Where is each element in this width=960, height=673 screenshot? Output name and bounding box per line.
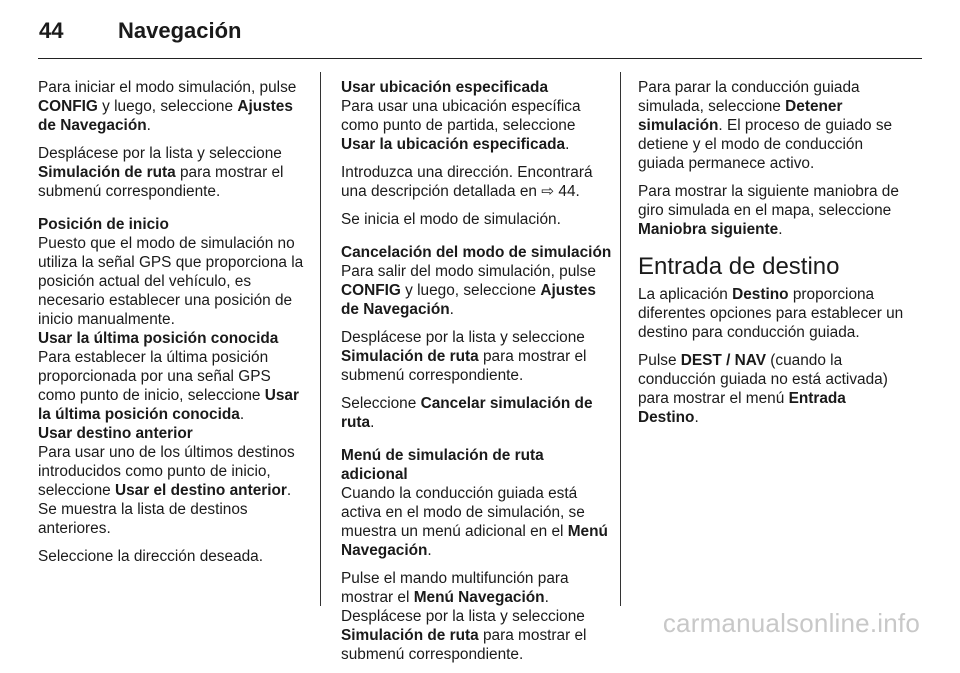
paragraph: Para usar uno de los últimos destinos introducidos como punto de inicio, seleccione Usar el destino anterior. Se muestra la lista de destinos anteriores. [38, 444, 295, 537]
paragraph: Se inicia el modo de simulación. [341, 211, 561, 228]
paragraph: Cuando la conducción guiada está activa en el modo de simulación, se muestra un menú adicional en el Menú Navegación. [341, 485, 608, 559]
paragraph: La aplicación Destino proporciona diferentes opciones para establecer un destino para conducción guiada. [638, 286, 904, 341]
paragraph: Puesto que el modo de simulación no utiliza la señal GPS que proporciona la posición actual del vehículo, es necesario establecer una posición de inicio manualmente. [38, 235, 304, 328]
paragraph: Para iniciar el modo simulación, pulse CONFIG y luego, seleccione Ajustes de Navegación. [38, 79, 297, 134]
arrow-ref-icon[interactable]: ⇨ [541, 183, 555, 200]
section-heading: Posición de inicio [38, 216, 169, 233]
section-heading: Usar destino anterior [38, 425, 193, 442]
column-1 [38, 78, 310, 575]
paragraph: Para mostrar la siguiente maniobra de giro simulada en el mapa, seleccione Maniobra siguiente. [638, 183, 899, 238]
section-heading: Menú de simulación de ruta adicional [341, 447, 544, 483]
section-heading: Cancelación del modo de simulación [341, 244, 612, 261]
column-divider-1 [320, 72, 321, 606]
paragraph: Pulse el mando multifunción para mostrar el Menú Navegación. Desplácese por la lista y seleccione Simulación de ruta para mostrar el submenú correspondiente. [341, 570, 587, 663]
page-number: 44 [39, 18, 64, 43]
column-2 [341, 78, 613, 673]
paragraph: Introduzca una dirección. Encontrará una descripción detallada en ⇨ 44. [341, 164, 593, 200]
page-header [38, 14, 922, 59]
paragraph: Desplácese por la lista y seleccione Simulación de ruta para mostrar el submenú correspondiente. [38, 145, 284, 200]
paragraph: Para usar una ubicación específica como punto de partida, seleccione Usar la ubicación especificada. [341, 98, 581, 153]
paragraph: Seleccione Cancelar simulación de ruta. [341, 395, 593, 431]
page-title: Navegación [118, 18, 242, 43]
paragraph: Desplácese por la lista y seleccione Simulación de ruta para mostrar el submenú correspondiente. [341, 329, 587, 384]
paragraph: Para establecer la última posición proporcionada por una señal GPS como punto de inicio, seleccione Usar la última posición conocida. [38, 349, 299, 423]
section-title: Entrada de destino [638, 253, 840, 280]
section-heading: Usar la última posición conocida [38, 330, 279, 347]
column-divider-2 [620, 72, 621, 606]
watermark: carmanualsonline.info [662, 608, 920, 638]
paragraph: Para parar la conducción guiada simulada, seleccione Detener simulación. El proceso de guiado se detiene y el modo de conducción guiada permanece activo. [638, 79, 893, 172]
column-3 [638, 78, 904, 436]
paragraph: Para salir del modo simulación, pulse CONFIG y luego, seleccione Ajustes de Navegación. [341, 263, 596, 318]
paragraph: Seleccione la dirección deseada. [38, 548, 264, 565]
section-heading: Usar ubicación especificada [341, 79, 549, 96]
paragraph: Pulse DEST / NAV (cuando la conducción guiada no está activada) para mostrar el menú Entrada Destino. [638, 352, 888, 426]
